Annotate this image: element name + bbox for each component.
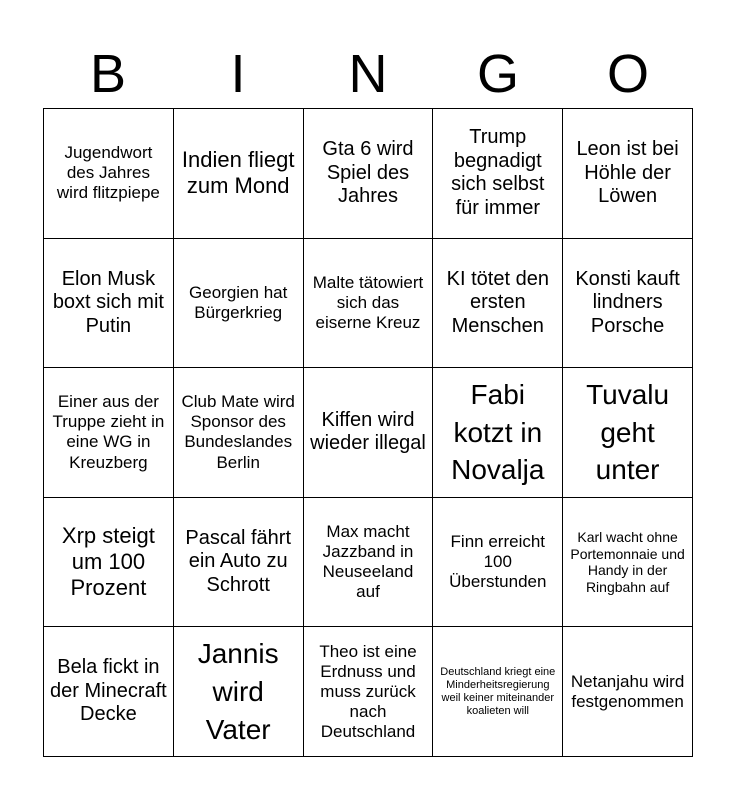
header-letter-n: N [348, 44, 388, 104]
header-letter-b: B [89, 44, 127, 104]
bingo-cell-r1c2[interactable]: Indien fliegt zum Mond [174, 109, 304, 239]
bingo-cell-r3c3[interactable]: Kiffen wird wieder illegal [304, 368, 434, 498]
bingo-grid [43, 108, 693, 757]
bingo-cell-r4c4[interactable]: Finn erreicht 100 Überstunden [433, 498, 563, 628]
bingo-cell-r1c3[interactable]: Gta 6 wird Spiel des Jahres [304, 109, 434, 239]
bingo-cell-r2c2[interactable]: Georgien hat Bürgerkrieg [174, 239, 304, 369]
bingo-cell-r3c2[interactable]: Club Mate wird Sponsor des Bundeslandes Berlin [174, 368, 304, 498]
bingo-cell-r3c4[interactable]: Fabi kotzt in Novalja [433, 368, 563, 498]
bingo-cell-r3c1[interactable]: Einer aus der Truppe zieht in eine WG in Kreuzberg [44, 368, 174, 498]
bingo-cell-r4c1[interactable]: Xrp steigt um 100 Prozent [44, 498, 174, 628]
bingo-cell-r5c2[interactable]: Jannis wird Vater [174, 627, 304, 757]
bingo-cell-r4c2[interactable]: Pascal fährt ein Auto zu Schrott [174, 498, 304, 628]
bingo-cell-r4c5[interactable]: Karl wacht ohne Portemonnaie und Handy in der Ringbahn auf [563, 498, 693, 628]
header-letter-g: G [476, 44, 519, 104]
bingo-cell-r2c5[interactable]: Konsti kauft lindners Porsche [563, 239, 693, 369]
bingo-cell-r5c4[interactable]: Deutschland kriegt eine Minderheitsregierung weil keiner miteinander koalieten will [433, 627, 563, 757]
bingo-cell-r5c5[interactable]: Netanjahu wird festgenommen [563, 627, 693, 757]
bingo-cell-r1c1[interactable]: Jugendwort des Jahres wird flitzpiepe [44, 109, 174, 239]
header-letter-i: I [230, 44, 246, 104]
bingo-cell-r5c3[interactable]: Theo ist eine Erdnuss und muss zurück nach Deutschland [304, 627, 434, 757]
bingo-cell-r2c1[interactable]: Elon Musk boxt sich mit Putin [44, 239, 174, 369]
bingo-cell-r5c1[interactable]: Bela fickt in der Minecraft Decke [44, 627, 174, 757]
bingo-cell-r2c3[interactable]: Malte tätowiert sich das eiserne Kreuz [304, 239, 434, 369]
bingo-cell-r4c3[interactable]: Max macht Jazzband in Neuseeland auf [304, 498, 434, 628]
bingo-cell-r2c4[interactable]: KI tötet den ersten Menschen [433, 239, 563, 369]
bingo-header [43, 40, 693, 108]
bingo-cell-r1c5[interactable]: Leon ist bei Höhle der Löwen [563, 109, 693, 239]
header-letter-o: O [606, 44, 649, 104]
bingo-cell-r3c5[interactable]: Tuvalu geht unter [563, 368, 693, 498]
bingo-cell-r1c4[interactable]: Trump begnadigt sich selbst für immer [433, 109, 563, 239]
